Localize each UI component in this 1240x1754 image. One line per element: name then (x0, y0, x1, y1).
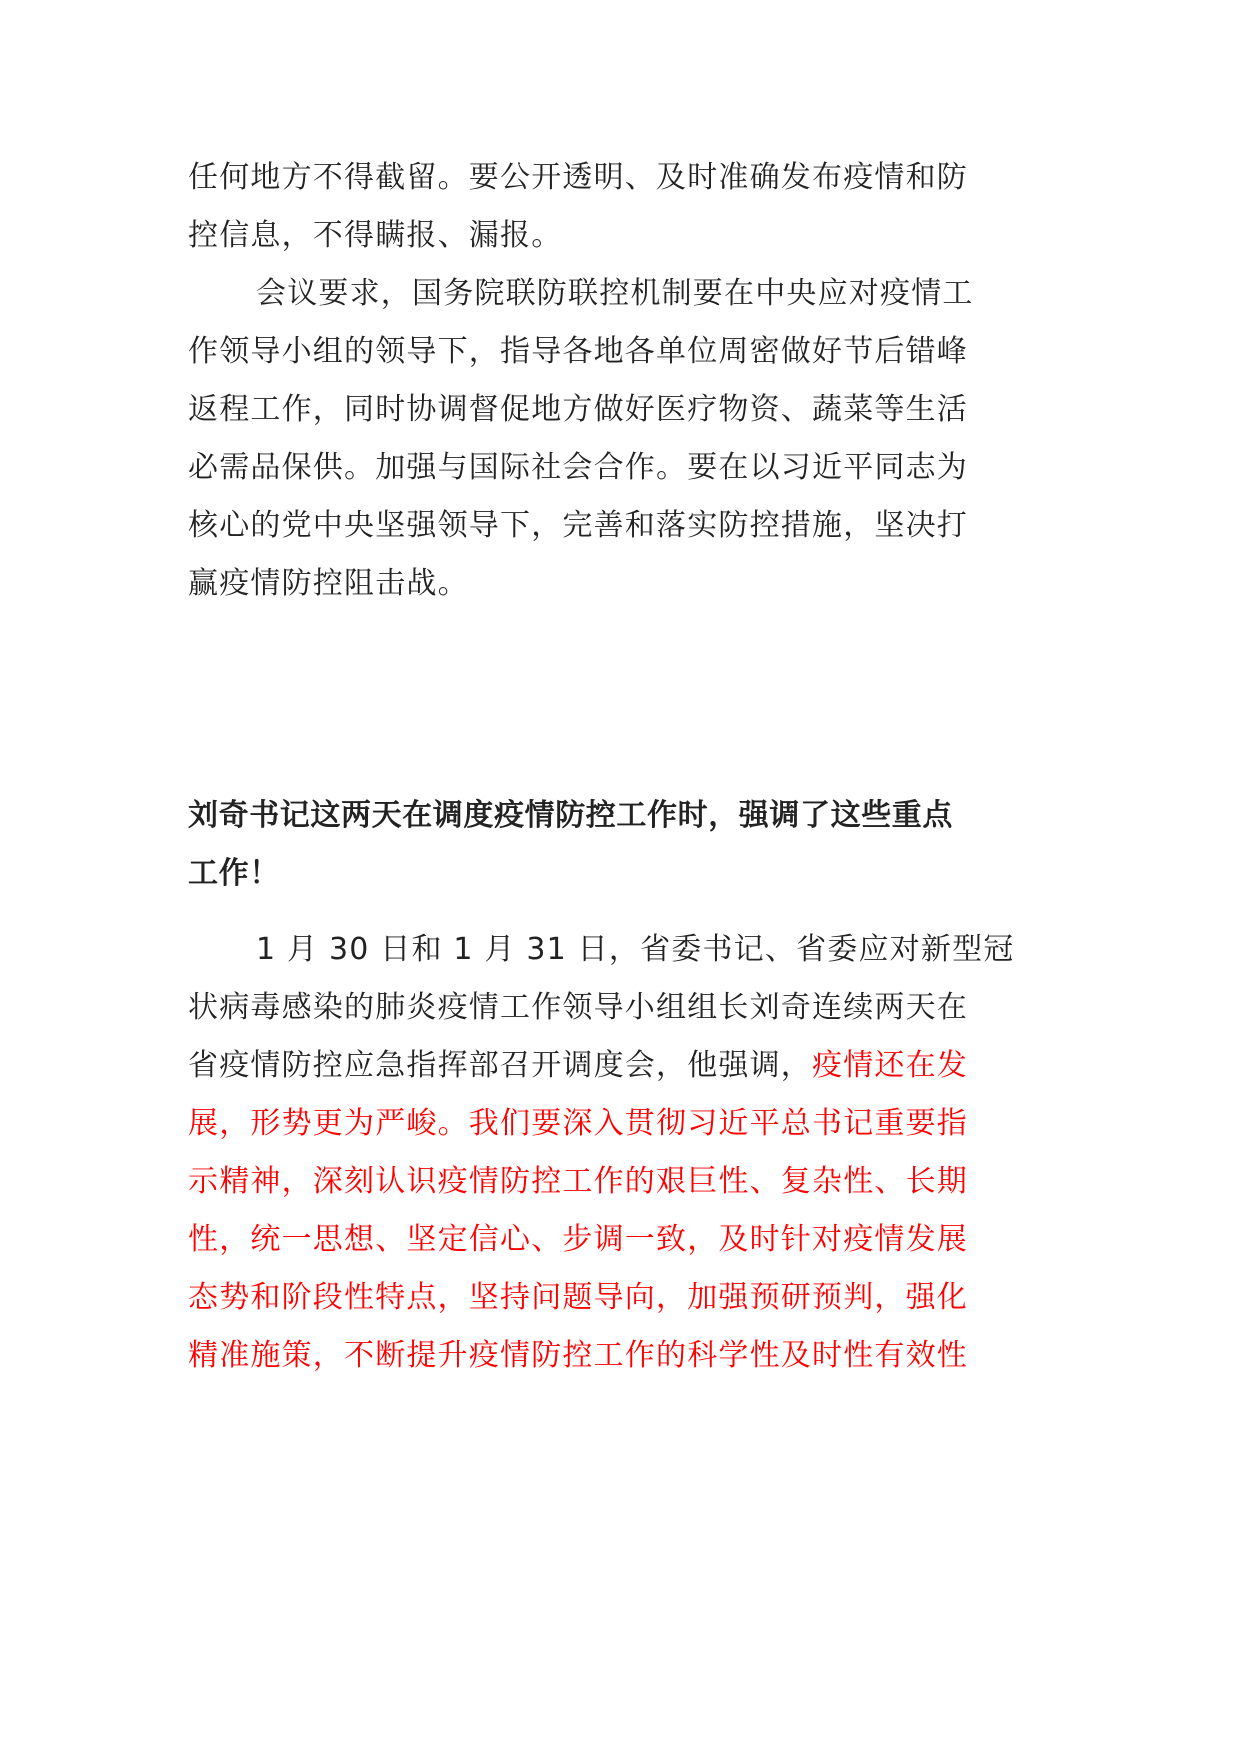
paragraph-3-line-1: 1 月 30 日和 1 月 31 日，省委书记、省委应对新型冠 (256, 932, 1015, 967)
paragraph-3-line-3 (188, 1046, 1058, 1086)
section-heading-line-1: 刘奇书记这两天在调度疫情防控工作时，强调了这些重点 (188, 798, 953, 833)
paragraph-2-line-1: 会议要求，国务院联防联控机制要在中央应对疫情工 (256, 276, 974, 311)
emphasis-line-1: 展，形势更为严峻。我们要深入贯彻习近平总书记重要指 (188, 1106, 968, 1141)
emphasis-line-5: 精准施策，不断提升疫情防控工作的科学性及时性有效性 (188, 1338, 968, 1373)
section-heading-line-2: 工作！ (188, 856, 280, 891)
emphasis-text: 疫情还在发 (812, 1048, 968, 1083)
paragraph-3-line-2: 状病毒感染的肺炎疫情工作领导小组组长刘奇连续两天在 (188, 990, 968, 1025)
paragraph-1-line-1: 任何地方不得截留。要公开透明、及时准确发布疫情和防 (188, 160, 968, 195)
emphasis-line-2: 示精神，深刻认识疫情防控工作的艰巨性、复杂性、长期 (188, 1164, 968, 1199)
paragraph-2-line-5: 核心的党中央坚强领导下，完善和落实防控措施，坚决打 (188, 508, 968, 543)
emphasis-line-3: 性，统一思想、坚定信心、步调一致，及时针对疫情发展 (188, 1222, 968, 1257)
paragraph-2-line-2: 作领导小组的领导下，指导各地各单位周密做好节后错峰 (188, 334, 968, 369)
paragraph-2-line-3: 返程工作，同时协调督促地方做好医疗物资、蔬菜等生活 (188, 392, 968, 427)
paragraph-1-line-2: 控信息，不得瞒报、漏报。 (188, 218, 563, 253)
emphasis-line-4: 态势和阶段性特点，坚持问题导向，加强预研预判，强化 (188, 1280, 968, 1315)
paragraph-2-line-4: 必需品保供。加强与国际社会合作。要在以习近平同志为 (188, 450, 968, 485)
paragraph-2-line-6: 赢疫情防控阻击战。 (188, 566, 469, 601)
paragraph-3-line-3-text: 省疫情防控应急指挥部召开调度会，他强调， (188, 1048, 812, 1083)
